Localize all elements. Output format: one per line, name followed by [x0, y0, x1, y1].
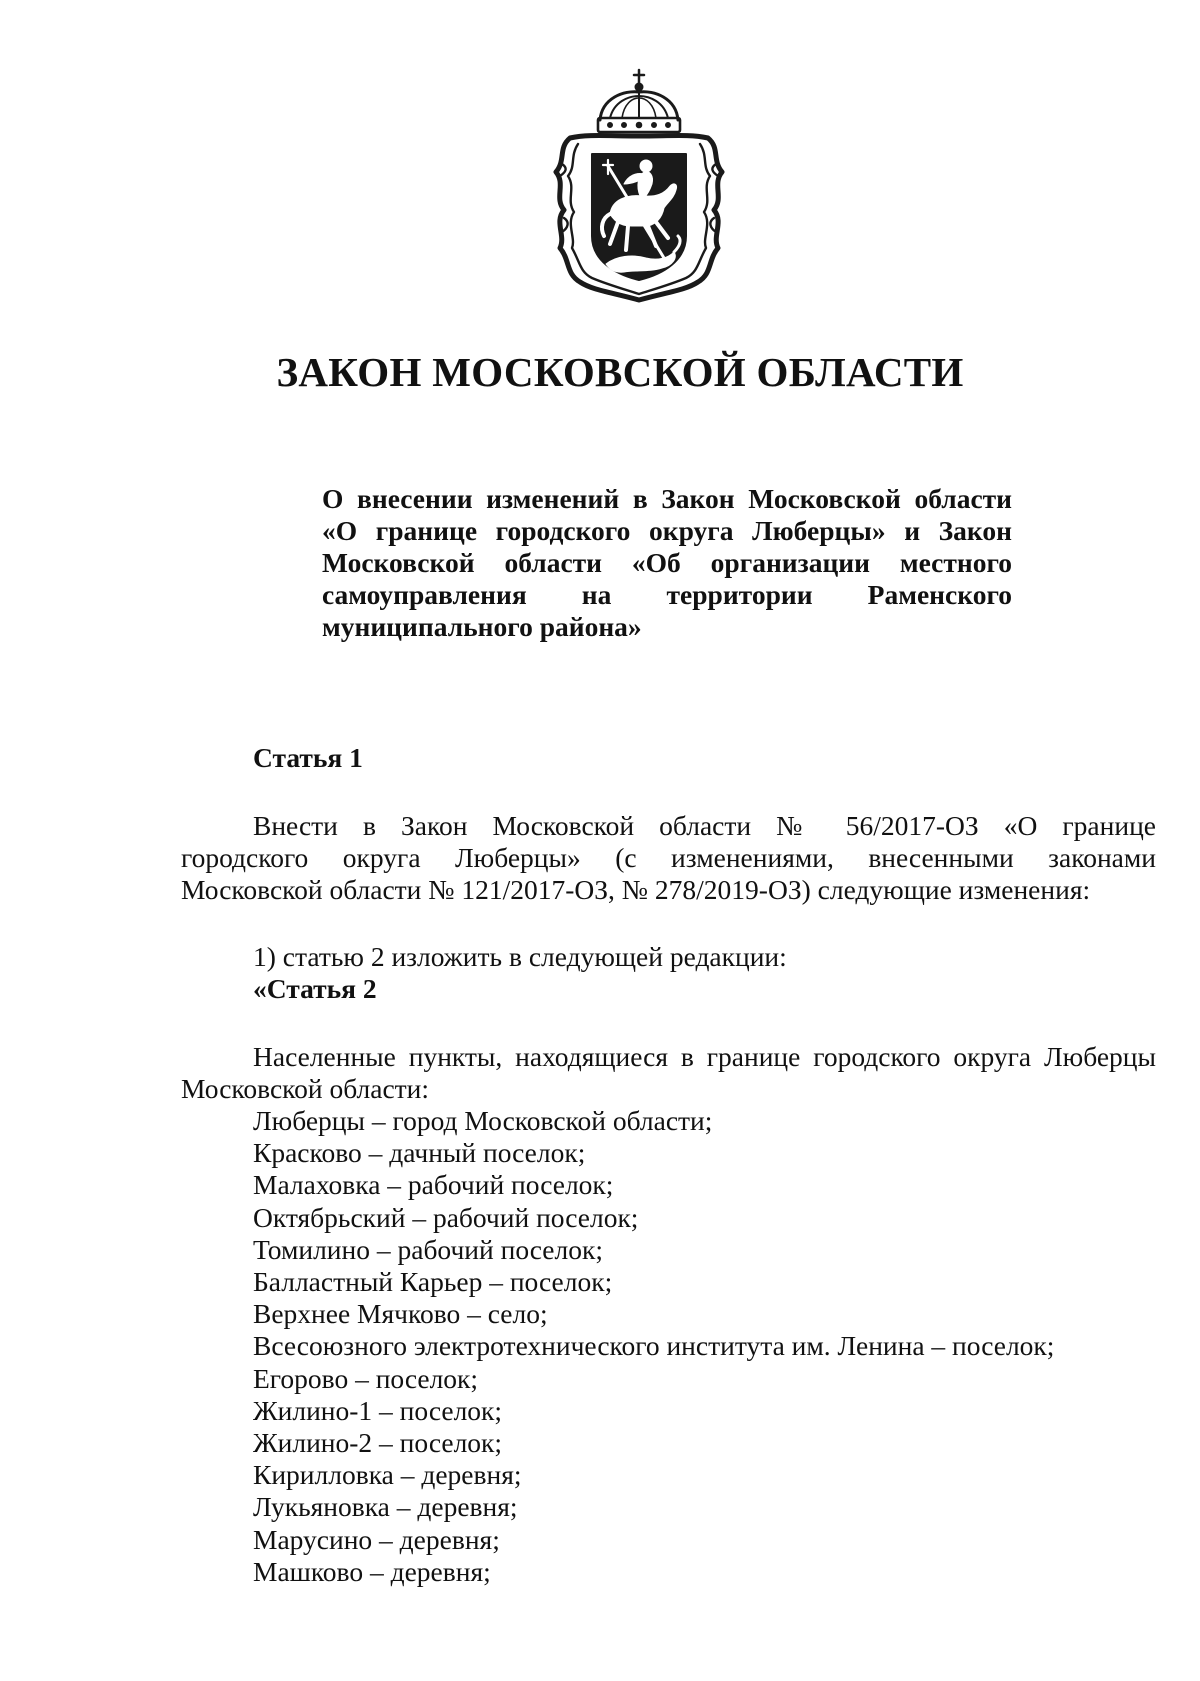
subject-line: О внесении изменений в Закон Московской области: [322, 483, 1012, 514]
subject-line: Московской области «Об организации местного: [322, 547, 1012, 578]
settlement-item: Лукьяновка – деревня;: [253, 1491, 518, 1523]
settlement-item: Верхнее Мячково – село;: [253, 1298, 548, 1330]
settlements-list: [253, 1105, 1054, 1588]
settlement-item: Марусино – деревня;: [253, 1523, 500, 1555]
law-subject-heading: [322, 483, 1012, 643]
settlement-item: Балластный Карьер – поселок;: [253, 1266, 613, 1298]
document-title: ЗАКОН МОСКОВСКОЙ ОБЛАСТИ: [276, 349, 964, 395]
settlement-item: Люберцы – город Московской области;: [253, 1105, 713, 1136]
settlement-item: Красково – дачный поселок;: [253, 1137, 586, 1169]
paragraph-line: Московской области № 121/2017-ОЗ, № 278/2019-ОЗ) следующие изменения:: [181, 874, 1091, 905]
amended-article-heading: «Статья 2: [253, 973, 377, 1004]
paragraph-line: Населенные пункты, находящиеся в границе городского округа Люберцы: [253, 1041, 1156, 1072]
subject-line: самоуправления на территории Раменского: [322, 579, 1012, 610]
settlement-item: Машково – деревня;: [253, 1555, 491, 1587]
settlement-item: Всесоюзного электротехнического института им. Ленина – поселок;: [253, 1330, 1055, 1362]
amendment-item-text: 1) статью 2 изложить в следующей редакции:: [253, 941, 787, 972]
settlement-item: Жилино-2 – поселок;: [253, 1427, 503, 1459]
article-1-heading: Статья 1: [253, 742, 363, 773]
amendment-item: [181, 941, 1156, 973]
settlements-intro-paragraph: [181, 1041, 1156, 1105]
settlement-item: Томилино – рабочий поселок;: [253, 1233, 603, 1265]
settlement-item: Егорово – поселок;: [253, 1362, 479, 1394]
settlement-item: Октябрьский – рабочий поселок;: [253, 1201, 639, 1233]
settlement-item: Жилино-1 – поселок;: [253, 1394, 503, 1426]
settlement-item: Кирилловка – деревня;: [253, 1459, 522, 1491]
article-1-paragraph: [181, 810, 1156, 906]
paragraph-line: Внести в Закон Московской области № 56/2017-ОЗ «О границе: [253, 810, 1156, 841]
paragraph-line: Московской области:: [181, 1073, 430, 1104]
subject-line: «О границе городского округа Люберцы» и Закон: [322, 515, 1012, 546]
settlement-item: Малаховка – рабочий поселок;: [253, 1169, 614, 1201]
paragraph-line: городского округа Люберцы» (с изменениями, внесенными законами: [181, 842, 1156, 873]
coat-of-arms-emblem: [540, 68, 738, 304]
subject-line: муниципального района»: [322, 611, 642, 642]
